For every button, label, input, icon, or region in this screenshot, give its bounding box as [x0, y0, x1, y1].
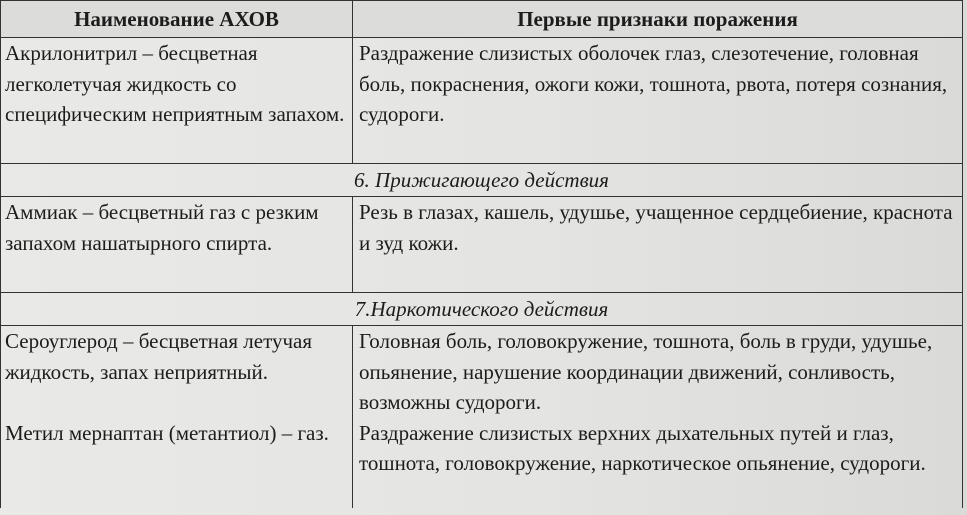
section-title: 6. Прижигающего действия	[1, 164, 963, 197]
substance-name-cell: Акрилонитрил – бесцветная легколетучая жидкость со специфическим неприятным запахом.	[1, 38, 353, 164]
header-first-symptoms: Первые признаки поражения	[353, 1, 963, 38]
symptoms-cell: Резь в глазах, кашель, удушье, учащенное сердцебиение, краснота и зуд кожи.	[353, 197, 963, 293]
symptoms-cell: Раздражение слизистых верхних дыхательных путей и глаз, тошнота, головокружение, наркотическое опьянение, судороги.	[353, 418, 963, 508]
table-row	[1, 38, 963, 164]
substance-name-cell: Аммиак – бесцветный газ с резким запахом нашатырного спирта.	[1, 197, 353, 293]
symptoms-cell: Раздражение слизистых оболочек глаз, слезотечение, головная боль, покраснения, ожоги кожи, тошнота, рвота, потеря сознания, судороги.	[353, 38, 963, 164]
substance-name-cell: Сероуглерод – бесцветная летучая жидкость, запах неприятный.	[1, 326, 353, 418]
table-header-row	[1, 1, 963, 38]
section-title: 7.Наркотического действия	[1, 293, 963, 326]
table-row	[1, 326, 963, 418]
substance-name-cell: Метил мернаптан (метантиол) – газ.	[1, 418, 353, 508]
section-row	[1, 293, 963, 326]
header-substance-name: Наименование АХОВ	[1, 1, 353, 38]
table-row	[1, 418, 963, 508]
table-row	[1, 197, 963, 293]
symptoms-cell: Головная боль, головокружение, тошнота, боль в груди, удушье, опьянение, нарушение координации движений, сонливость, возможны судороги.	[353, 326, 963, 418]
section-row	[1, 164, 963, 197]
